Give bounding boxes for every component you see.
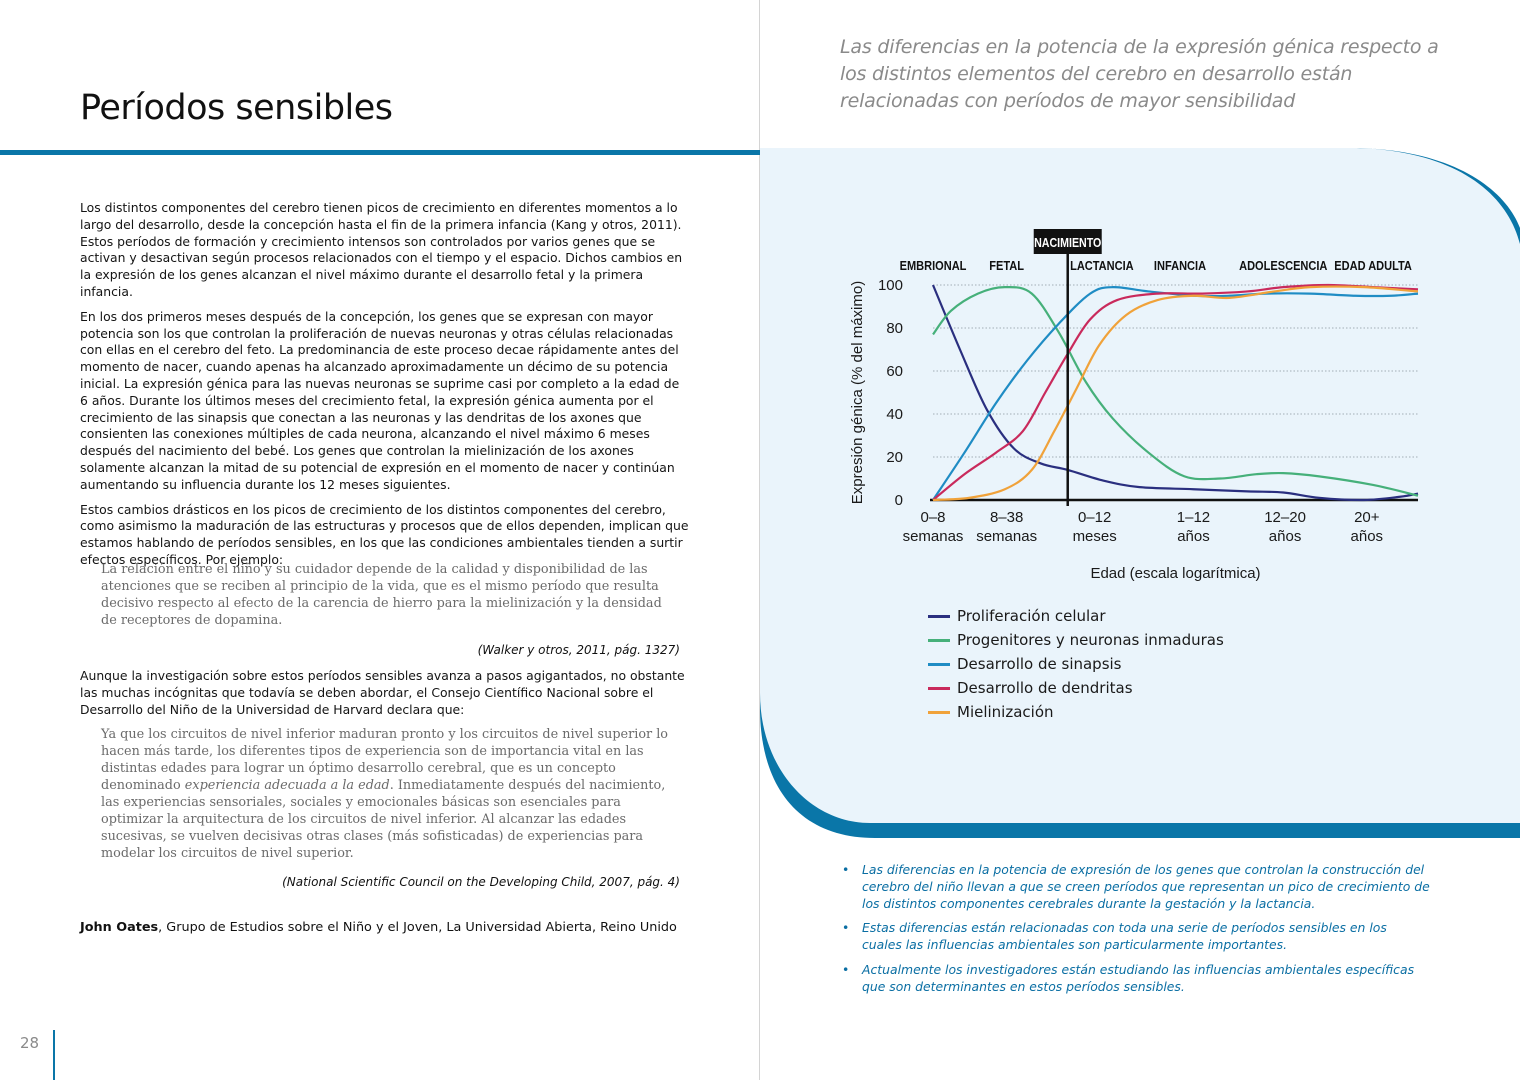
legend-item — [928, 604, 1224, 628]
x-tick-sublabel: años — [1350, 528, 1384, 545]
y-tick-label: 80 — [886, 320, 903, 337]
body-text — [80, 200, 690, 577]
series-line-4 — [933, 285, 1418, 500]
paragraph-2: En los dos primeros meses después de la concepción, los genes que se expresan con mayor potencia son los que controlan la proliferación de nuevas neuronas y otras células relacionadas con ellas en el cerebro del feto. La predominancia de este proceso decae rápidamente antes del momento de nacer, cuando apenas ha alcanzado aproximadamente un décimo de su potencia inicial. La expresión génica para las nuevas neuronas se suprime casi por completo a la edad de 6 años. Durante los últimos meses del crecimiento fetal, la expresión génica aumenta por el crecimiento de las sinapsis que conectan a las neuronas y las dendritas de los axones que consienten las conexiones múltiples de cada neurona, alcanzando el nivel máximo 6 meses después del nacimiento del bebé. Los genes que controlan la mielinización de los axones solamente alcanzan la mitad de su potencial de expresión en el momento de nacer y continúan aumentando su influencia durante los 12 meses siguientes. — [80, 308, 680, 492]
legend-item — [928, 628, 1224, 652]
x-tick-sublabel: años — [1177, 528, 1210, 545]
series-line-2 — [933, 287, 1418, 496]
citation-2: (National Scientific Council on the Developing Child, 2007, pág. 4) — [282, 875, 680, 889]
period-label: ADOLESCENCIA — [1239, 258, 1328, 274]
y-tick-label: 40 — [886, 406, 903, 423]
quote-2-part-a: Ya que los circuitos de nivel inferior maduran pronto y los circuitos de nivel superior lo hacen más tarde, los diferentes tipos de experiencia son de importancia vital en las distintas edades para lograr un óptimo desarrollo cerebral, que es un concepto denominado — [101, 727, 669, 793]
x-tick-sublabel: meses — [1072, 528, 1117, 545]
y-tick-label: 100 — [877, 277, 903, 294]
y-tick-label: 60 — [886, 363, 903, 380]
paragraph-3: Estos cambios drásticos en los picos de crecimiento de los distintos componentes del cerebro, como asimismo la maduración de las estructuras y procesos que de ellos dependen, implican que estamos hablando de períodos sensibles, en los que las condiciones ambientales tienden a surtir efectos específicos. Por ejemplo: — [80, 501, 689, 567]
paragraph-1: Los distintos componentes del cerebro tienen picos de crecimiento en diferentes momentos a lo largo del desarrollo, desde la concepción hasta el fin de la primera infancia (Kang y otros, 2011). Estos períodos de formación y crecimiento intensos son controlados por varios genes que se activan y desactivan según procesos relacionados con el tiempo y el espacio. Dichos cambios en la expresión de los genes alcanzan el nivel máximo durante el desarrollo fetal y la primera infancia. — [80, 200, 683, 299]
page-subtitle: Las diferencias en la potencia de la expresión génica respecto a los distintos elementos del cerebro en desarrollo están relacionadas con períodos de mayor sensibilidad — [840, 36, 1439, 112]
legend-label: Desarrollo de dendritas — [957, 679, 1133, 697]
page-title: Períodos sensibles — [80, 88, 393, 128]
period-label: FETAL — [989, 258, 1025, 274]
header-rule — [0, 150, 790, 155]
gene-expression-chart — [840, 225, 1440, 595]
series-line-1 — [933, 285, 1418, 500]
quote-1: La relación entre el niño y su cuidador depende de la calidad y disponibilidad de las atenciones que se reciben al principio de la vida, que es el mismo período que resulta decisivo respecto al efecto de la carencia de hierro para la mielinización y la densidad de receptores de dopamina. — [101, 562, 662, 628]
x-tick-sublabel: semanas — [976, 528, 1038, 545]
legend-item — [928, 676, 1224, 700]
page-number-bar — [53, 1030, 55, 1080]
x-tick-label: 0–12 — [1077, 509, 1112, 526]
series-line-3 — [933, 287, 1418, 500]
x-tick-label: 0–8 — [920, 509, 946, 526]
page-number: 28 — [20, 1034, 40, 1052]
paragraph-4: Aunque la investigación sobre estos períodos sensibles avanza a pasos agigantados, no obstante las muchas incógnitas que todavía se deben abordar, el Consejo Científico Nacional sobre el Desarrollo del Niño de la Universidad de Harvard declara que: — [80, 668, 685, 717]
legend-label: Progenitores y neuronas inmaduras — [957, 631, 1224, 649]
author-name: John Oates — [80, 920, 159, 935]
legend-label: Desarrollo de sinapsis — [957, 655, 1122, 673]
period-label: INFANCIA — [1153, 258, 1207, 274]
chart-legend — [928, 604, 1224, 724]
legend-swatch — [928, 711, 950, 714]
period-label: EMBRIONAL — [899, 258, 967, 274]
legend-item — [928, 700, 1224, 724]
x-axis-label: Edad (escala logarítmica) — [1090, 565, 1261, 582]
key-points-list — [840, 862, 1430, 1004]
x-tick-label: 20+ — [1354, 509, 1380, 526]
x-tick-label: 8–38 — [989, 509, 1024, 526]
key-point: • Las diferencias en la potencia de expresión de los genes que controlan la construcción del cerebro del niño llevan a que se creen períodos que representan un pico de crecimiento de los distintos componentes cerebrales durante la gestación y la lactancia. — [840, 862, 1430, 912]
key-point: • Estas diferencias están relacionadas con toda una serie de períodos sensibles en los cuales las influencias ambientales son particularmente importantes. — [840, 920, 1430, 954]
citation-1: (Walker y otros, 2011, pág. 1327) — [477, 643, 680, 657]
x-tick-label: 1–12 — [1176, 509, 1211, 526]
birth-label: NACIMIENTO — [1034, 234, 1102, 251]
y-tick-label: 20 — [886, 449, 903, 466]
quote-2-emphasis: experiencia adecuada a la edad — [184, 778, 390, 793]
author-credit — [80, 920, 677, 935]
quote-2-part-b: . Inmediatamente después del nacimiento, las experiencias sensoriales, sociales y emocionales básicas son esenciales para optimizar la arquitectura de los circuitos de nivel inferior. Al alcanzar las edades sucesivas, se vuelven decisivas otras clases (más sofisticadas) de experiencias para modelar los circuitos de nivel superior. — [101, 778, 666, 861]
legend-swatch — [928, 663, 950, 666]
legend-item — [928, 652, 1224, 676]
key-point: • Actualmente los investigadores están estudiando las influencias ambientales específicas que son determinantes en estos períodos sensibles. — [840, 962, 1430, 996]
series-line-5 — [933, 287, 1418, 500]
legend-label: Mielinización — [957, 703, 1054, 721]
author-affiliation: , Grupo de Estudios sobre el Niño y el Joven, La Universidad Abierta, Reino Unido — [158, 920, 677, 935]
legend-label: Proliferación celular — [957, 607, 1106, 625]
period-label: LACTANCIA — [1070, 258, 1134, 274]
y-tick-label: 0 — [894, 492, 903, 509]
legend-swatch — [928, 687, 950, 690]
legend-swatch — [928, 639, 950, 642]
y-axis-label: Expresión génica (% del máximo) — [849, 280, 866, 505]
legend-swatch — [928, 615, 950, 618]
x-tick-sublabel: años — [1268, 528, 1302, 545]
x-tick-sublabel: semanas — [902, 528, 964, 545]
period-label: EDAD ADULTA — [1334, 258, 1412, 274]
quote-2 — [101, 726, 681, 862]
x-tick-label: 12–20 — [1264, 509, 1306, 526]
